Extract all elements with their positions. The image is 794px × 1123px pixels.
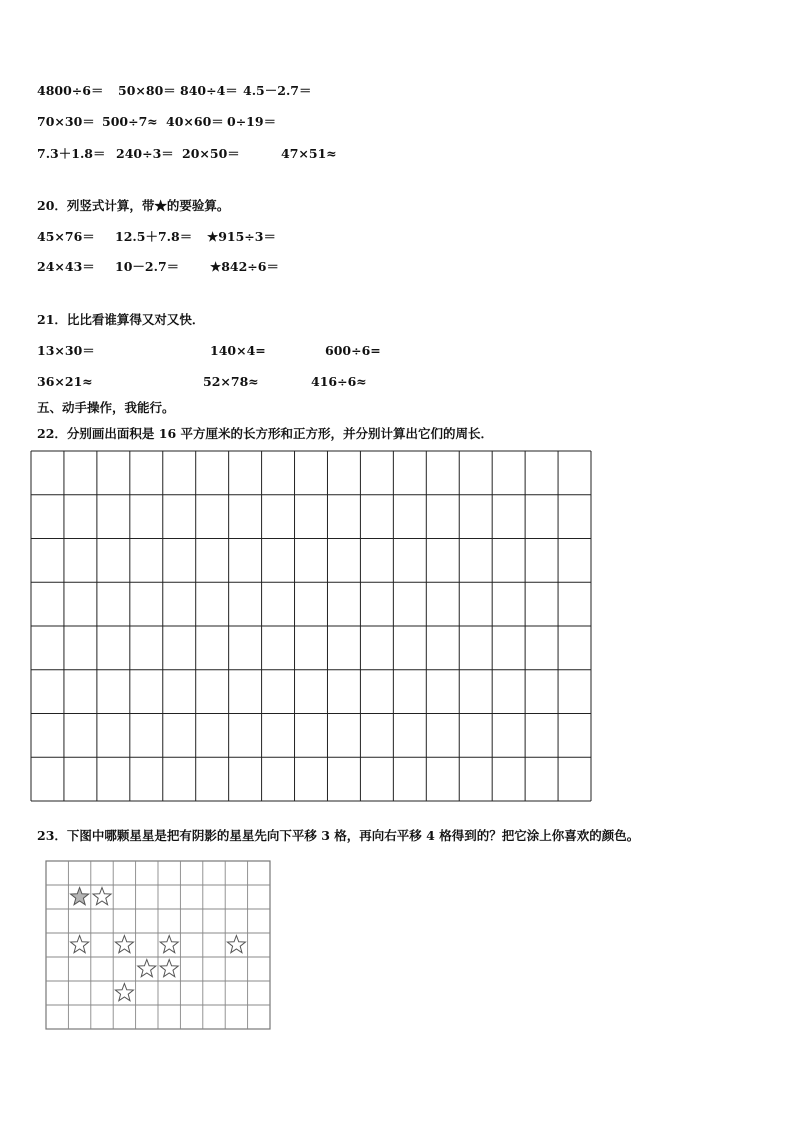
expr-r2c3: 40×60＝ — [166, 114, 224, 129]
q20-r2c1: 24×43＝ — [37, 259, 95, 274]
expr-r2c2: 500÷7≈ — [102, 114, 158, 129]
shaded-star-icon[interactable] — [71, 888, 89, 905]
q21-r2c3: 416÷6≈ — [311, 374, 367, 389]
expr-r3c2: 240÷3＝ — [116, 146, 174, 161]
star-icon[interactable] — [227, 936, 245, 953]
expr-r1c1: 4800÷6＝ — [37, 83, 104, 98]
expr-r3c4: 47×51≈ — [281, 146, 337, 161]
star-grid[interactable] — [45, 860, 272, 1031]
question-20-title: 20．列竖式计算，带★的要验算。 — [37, 198, 230, 213]
q21-r1c3: 600÷6= — [325, 343, 381, 358]
expr-r3c3: 20×50＝ — [182, 146, 240, 161]
q21-r2c1: 36×21≈ — [37, 374, 93, 389]
expr-r3c1: 7.3＋1.8＝ — [37, 146, 106, 161]
star-icon[interactable] — [138, 960, 156, 977]
q20-r1c1: 45×76＝ — [37, 229, 95, 244]
question-22-title: 22．分别画出面积是 16 平方厘米的长方形和正方形，并分别计算出它们的周长． — [37, 426, 493, 441]
expr-r2c4: 0÷19＝ — [227, 114, 277, 129]
star-icon[interactable] — [115, 936, 133, 953]
expr-r1c3: 840÷4＝ — [180, 83, 238, 98]
question-21-title: 21．比比看谁算得又对又快． — [37, 312, 205, 327]
star-icon[interactable] — [160, 936, 178, 953]
q21-r1c1: 13×30＝ — [37, 343, 95, 358]
q21-r2c2: 52×78≈ — [203, 374, 259, 389]
q20-r2c2: 10－2.7＝ — [115, 259, 180, 274]
expr-r2c1: 70×30＝ — [37, 114, 95, 129]
question-23-title: 23．下图中哪颗星星是把有阴影的星星先向下平移 3 格，再向右平移 4 格得到的？把它涂上你喜欢的颜色。 — [37, 828, 640, 843]
expr-r1c2: 50×80＝ — [118, 83, 176, 98]
star-icon[interactable] — [71, 936, 89, 953]
q20-r1c3: ★915÷3＝ — [207, 229, 276, 244]
star-icon[interactable] — [115, 984, 133, 1001]
q20-r2c3: ★842÷6＝ — [210, 259, 279, 274]
q20-r1c2: 12.5＋7.8＝ — [115, 229, 193, 244]
star-icon[interactable] — [93, 888, 111, 905]
drawing-grid[interactable] — [30, 450, 592, 802]
section-5-heading: 五、动手操作，我能行。 — [37, 400, 175, 415]
q21-r1c2: 140×4= — [210, 343, 266, 358]
expr-r1c4: 4.5－2.7＝ — [243, 83, 312, 98]
star-icon[interactable] — [160, 960, 178, 977]
